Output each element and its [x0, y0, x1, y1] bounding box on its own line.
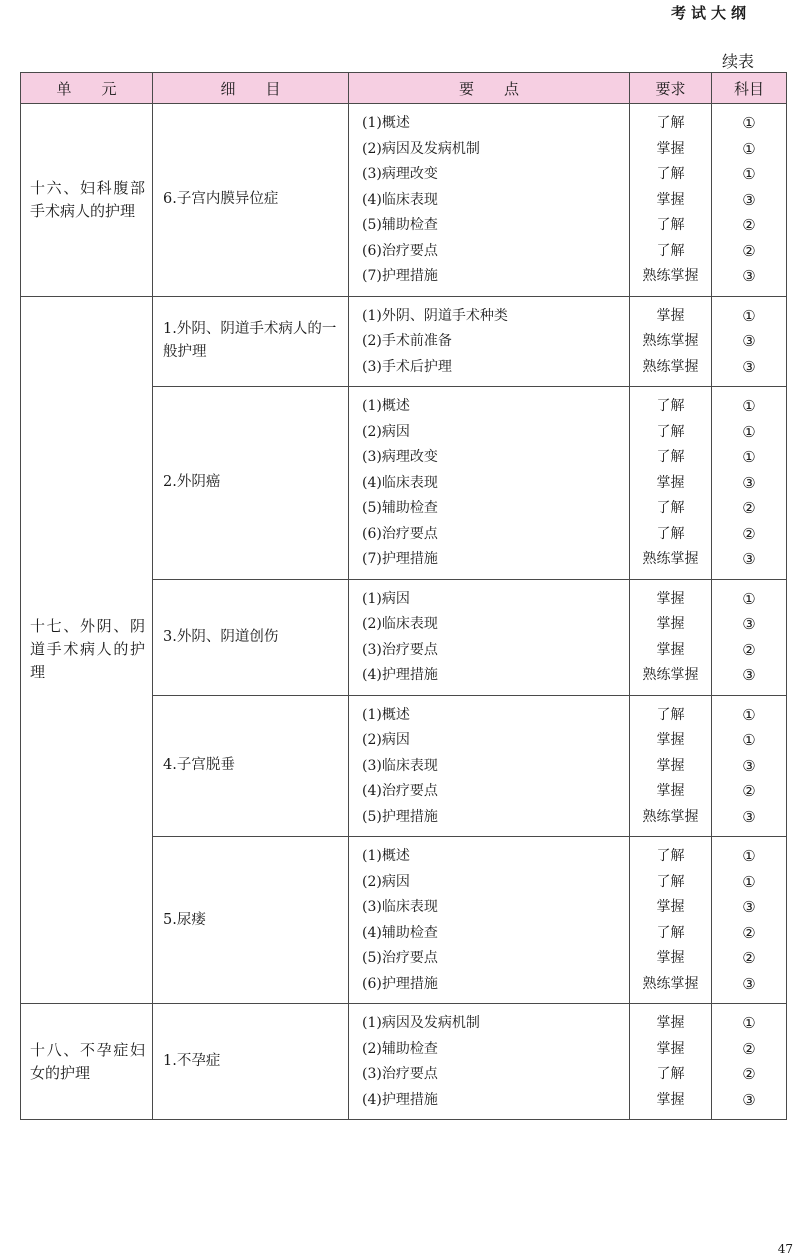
point-item: (2)临床表现: [362, 616, 438, 632]
requirement-value: 掌握: [656, 1091, 685, 1108]
subject-value: ③: [742, 898, 756, 916]
points-cell: [349, 579, 630, 695]
point-item: (2)病因: [362, 732, 410, 748]
requirement-cell: [630, 387, 712, 580]
subject-cell: [712, 1004, 787, 1120]
point-item: (2)病因: [362, 423, 410, 440]
table-row: [21, 1004, 787, 1120]
point-item: (5)辅助检查: [362, 217, 438, 233]
requirement-cell: [630, 296, 712, 387]
requirement-value: 熟练掌握: [642, 975, 699, 992]
requirement-value: 了解: [656, 1066, 685, 1082]
subject-value: ②: [742, 1065, 756, 1083]
unit-cell: 十七、外阴、阴道手术病人的护理: [21, 296, 153, 1004]
subject-value: ②: [742, 216, 756, 234]
point-item: (2)病因: [362, 873, 410, 890]
requirement-value: 熟练掌握: [642, 551, 699, 567]
subject-value: ①: [742, 306, 756, 325]
point-item: (1)概述: [362, 115, 410, 131]
header-row: [21, 73, 787, 104]
detail-cell: 4.子宫脱垂: [153, 695, 349, 837]
point-item: (7)护理措施: [362, 551, 438, 567]
requirement-cell: [630, 695, 712, 837]
requirement-value: 掌握: [656, 732, 685, 748]
requirement-cell: [630, 837, 712, 1004]
subject-value: ①: [742, 1014, 756, 1032]
detail-cell: 5.尿瘘: [153, 837, 349, 1004]
detail-cell: 3.外阴、阴道创伤: [153, 579, 349, 695]
subject-value: ①: [742, 705, 756, 724]
points-cell: [349, 695, 630, 837]
subject-value: ②: [742, 241, 756, 260]
point-item: (1)概述: [362, 848, 410, 864]
subject-value: ②: [742, 949, 756, 967]
point-item: (4)辅助检查: [362, 924, 438, 941]
requirement-value: 了解: [656, 423, 685, 440]
subject-value: ①: [742, 731, 756, 749]
requirement-value: 掌握: [656, 641, 685, 658]
point-item: (3)病理改变: [362, 449, 438, 465]
point-item: (7)护理措施: [362, 268, 438, 284]
subject-cell: [712, 579, 787, 695]
subject-value: ①: [742, 847, 756, 865]
requirement-value: 了解: [656, 706, 685, 723]
requirement-value: 掌握: [656, 590, 685, 607]
requirement-value: 了解: [656, 217, 685, 233]
header-subject: 科目: [712, 73, 787, 104]
subject-cell: [712, 104, 787, 297]
point-item: (6)治疗要点: [362, 525, 438, 542]
requirement-value: 掌握: [656, 1015, 685, 1031]
subject-value: ②: [742, 923, 756, 942]
subject-cell: [712, 296, 787, 387]
points-cell: [349, 1004, 630, 1120]
subject-value: ③: [742, 190, 756, 209]
table-row: [21, 296, 787, 387]
subject-value: ①: [742, 139, 756, 158]
requirement-value: 了解: [656, 398, 685, 414]
header-unit: 单 元: [21, 73, 153, 104]
subject-value: ③: [742, 267, 756, 285]
subject-cell: [712, 695, 787, 837]
table-body: [21, 104, 787, 1120]
detail-cell: 1.不孕症: [153, 1004, 349, 1120]
subject-value: ①: [742, 397, 756, 415]
point-item: (3)病理改变: [362, 166, 438, 182]
point-item: (4)护理措施: [362, 667, 438, 683]
requirement-value: 掌握: [656, 616, 685, 632]
subject-value: ②: [742, 499, 756, 517]
detail-cell: 2.外阴癌: [153, 387, 349, 580]
point-item: (5)辅助检查: [362, 500, 438, 516]
continued-label: 续表: [721, 52, 754, 71]
subject-value: ②: [742, 640, 756, 659]
subject-value: ③: [742, 1090, 756, 1109]
requirement-value: 了解: [656, 449, 685, 465]
subject-value: ③: [742, 550, 756, 568]
subject-value: ①: [742, 422, 756, 441]
subject-value: ③: [742, 666, 756, 684]
requirement-value: 掌握: [656, 783, 685, 799]
subject-cell: [712, 387, 787, 580]
subject-value: ①: [742, 448, 756, 466]
point-item: (1)病因及发病机制: [362, 1015, 480, 1031]
requirement-value: 熟练掌握: [642, 667, 699, 683]
requirement-value: 掌握: [656, 1040, 685, 1057]
requirement-cell: [630, 104, 712, 297]
point-item: (3)治疗要点: [362, 1066, 438, 1082]
requirement-value: 了解: [656, 848, 685, 864]
point-item: (6)治疗要点: [362, 242, 438, 259]
subject-value: ②: [742, 1039, 756, 1058]
requirement-value: 了解: [656, 115, 685, 131]
subject-value: ③: [742, 807, 756, 826]
requirement-value: 了解: [656, 166, 685, 182]
requirement-value: 熟练掌握: [642, 268, 699, 284]
syllabus-table: [20, 72, 787, 1120]
requirement-value: 了解: [656, 500, 685, 516]
requirement-value: 掌握: [656, 757, 685, 774]
requirement-value: 熟练掌握: [642, 333, 699, 349]
point-item: (4)临床表现: [362, 474, 438, 491]
point-item: (1)外阴、阴道手术种类: [362, 307, 508, 324]
requirement-cell: [630, 579, 712, 695]
point-item: (5)治疗要点: [362, 950, 438, 966]
point-item: (3)治疗要点: [362, 641, 438, 658]
point-item: (3)临床表现: [362, 899, 438, 915]
point-item: (1)概述: [362, 706, 410, 723]
point-item: (6)护理措施: [362, 975, 438, 992]
requirement-value: 掌握: [656, 307, 685, 324]
unit-cell: 十八、不孕症妇女的护理: [21, 1004, 153, 1120]
point-item: (4)临床表现: [362, 191, 438, 208]
requirement-value: 掌握: [656, 140, 685, 157]
points-cell: [349, 296, 630, 387]
page-number: 47: [777, 1242, 793, 1256]
subject-value: ①: [742, 589, 756, 608]
point-item: (4)护理措施: [362, 1091, 438, 1108]
subject-value: ③: [742, 473, 756, 492]
subject-value: ③: [742, 756, 756, 775]
point-item: (2)病因及发病机制: [362, 140, 480, 157]
requirement-value: 了解: [656, 873, 685, 890]
requirement-value: 熟练掌握: [642, 808, 699, 825]
header-detail: 细 目: [153, 73, 349, 104]
point-item: (3)手术后护理: [362, 358, 452, 375]
table-row: [21, 104, 787, 297]
detail-cell: 6.子宫内膜异位症: [153, 104, 349, 297]
subject-value: ②: [742, 782, 756, 800]
requirement-value: 掌握: [656, 191, 685, 208]
point-item: (2)辅助检查: [362, 1040, 438, 1057]
subject-value: ③: [742, 332, 756, 350]
requirement-value: 掌握: [656, 950, 685, 966]
subject-cell: [712, 837, 787, 1004]
point-item: (2)手术前准备: [362, 333, 452, 349]
point-item: (1)概述: [362, 398, 410, 414]
requirement-cell: [630, 1004, 712, 1120]
point-item: (4)治疗要点: [362, 783, 438, 799]
unit-cell: 十六、妇科腹部手术病人的护理: [21, 104, 153, 297]
requirement-value: 掌握: [656, 899, 685, 915]
subject-value: ②: [742, 524, 756, 543]
requirement-value: 掌握: [656, 474, 685, 491]
requirement-value: 了解: [656, 924, 685, 941]
points-cell: [349, 104, 630, 297]
subject-value: ③: [742, 357, 756, 376]
point-item: (5)护理措施: [362, 808, 438, 825]
subject-value: ③: [742, 974, 756, 993]
requirement-value: 熟练掌握: [642, 358, 699, 375]
header-points: 要 点: [349, 73, 630, 104]
detail-cell: 1.外阴、阴道手术病人的一般护理: [153, 296, 349, 387]
running-head: 考试大纲: [670, 4, 751, 22]
points-cell: [349, 387, 630, 580]
points-cell: [349, 837, 630, 1004]
point-item: (3)临床表现: [362, 757, 438, 774]
subject-value: ①: [742, 872, 756, 891]
subject-value: ③: [742, 615, 756, 633]
point-item: (1)病因: [362, 590, 410, 607]
header-requirement: 要求: [630, 73, 712, 104]
requirement-value: 了解: [656, 242, 685, 259]
subject-value: ①: [742, 114, 756, 132]
subject-value: ①: [742, 165, 756, 183]
requirement-value: 了解: [656, 525, 685, 542]
